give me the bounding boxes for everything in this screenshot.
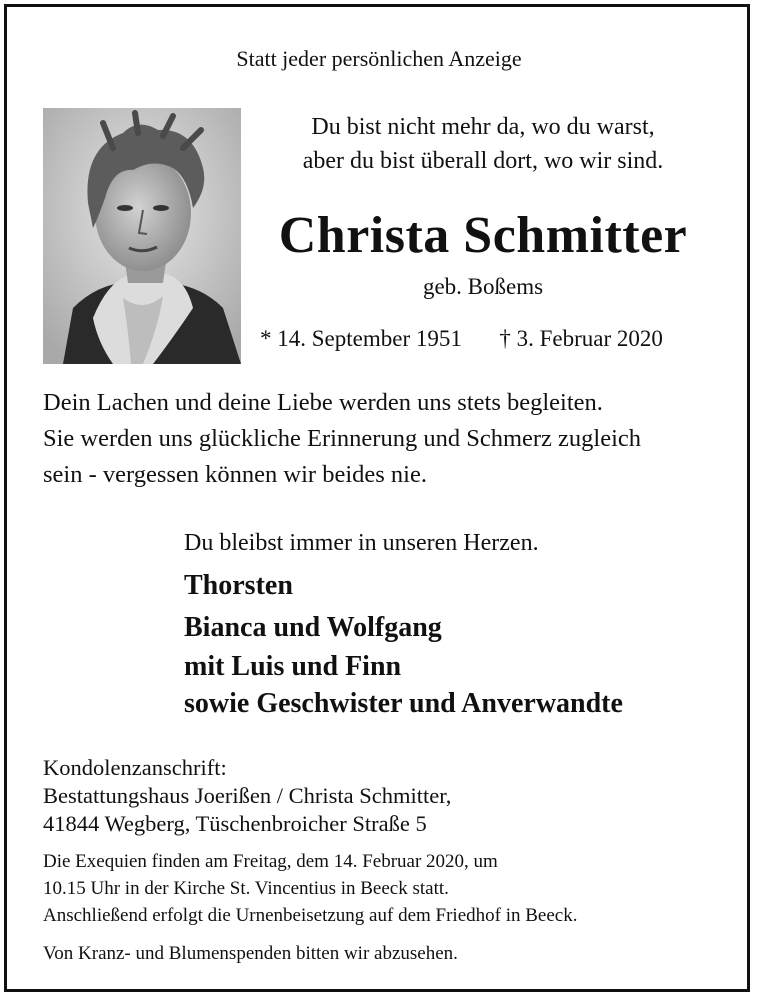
service-line-1: Die Exequien finden am Freitag, dem 14. Februar 2020, um [43, 851, 498, 872]
birth-date: * 14. September 1951 [260, 326, 462, 351]
mourner-1: Thorsten [184, 570, 293, 601]
deceased-name: Christa Schmitter [278, 207, 688, 264]
service-line-3: Anschließend erfolgt die Urnenbeisetzung auf dem Friedhof in Beeck. [43, 905, 578, 926]
flowers-note: Von Kranz- und Blumenspenden bitten wir abzusehen. [43, 943, 458, 964]
birth-name: geb. Boßems [422, 274, 544, 299]
tribute-line-1: Dein Lachen und deine Liebe werden uns stets begleiten. [43, 389, 603, 416]
life-dates [260, 326, 663, 352]
condolence-label: Kondolenzanschrift: [43, 755, 227, 780]
notice-header: Statt jeder persönlichen Anzeige [236, 46, 522, 71]
portrait-photo [43, 108, 241, 364]
mourner-4: sowie Geschwister und Anverwandte [184, 688, 623, 719]
quote-line-2: aber du bist überall dort, wo wir sind. [302, 148, 664, 174]
mourner-2: Bianca und Wolfgang [184, 612, 442, 643]
portrait-photo-icon [43, 108, 241, 364]
quote-line-1: Du bist nicht mehr da, wo du warst, [311, 114, 655, 140]
service-line-2: 10.15 Uhr in der Kirche St. Vincentius in Beeck statt. [43, 878, 449, 899]
condolence-line-2: 41844 Wegberg, Tüschenbroicher Straße 5 [43, 811, 427, 836]
tribute-line-2: Sie werden uns glückliche Erinnerung und Schmerz zugleich [43, 425, 642, 452]
mourner-3: mit Luis und Finn [184, 651, 402, 682]
tribute-line-3: sein - vergessen können wir beides nie. [43, 461, 427, 488]
hearts-line: Du bleibst immer in unseren Herzen. [184, 530, 539, 556]
death-date: † 3. Februar 2020 [499, 326, 663, 351]
condolence-line-1: Bestattungshaus Joerißen / Christa Schmitter, [43, 783, 452, 808]
